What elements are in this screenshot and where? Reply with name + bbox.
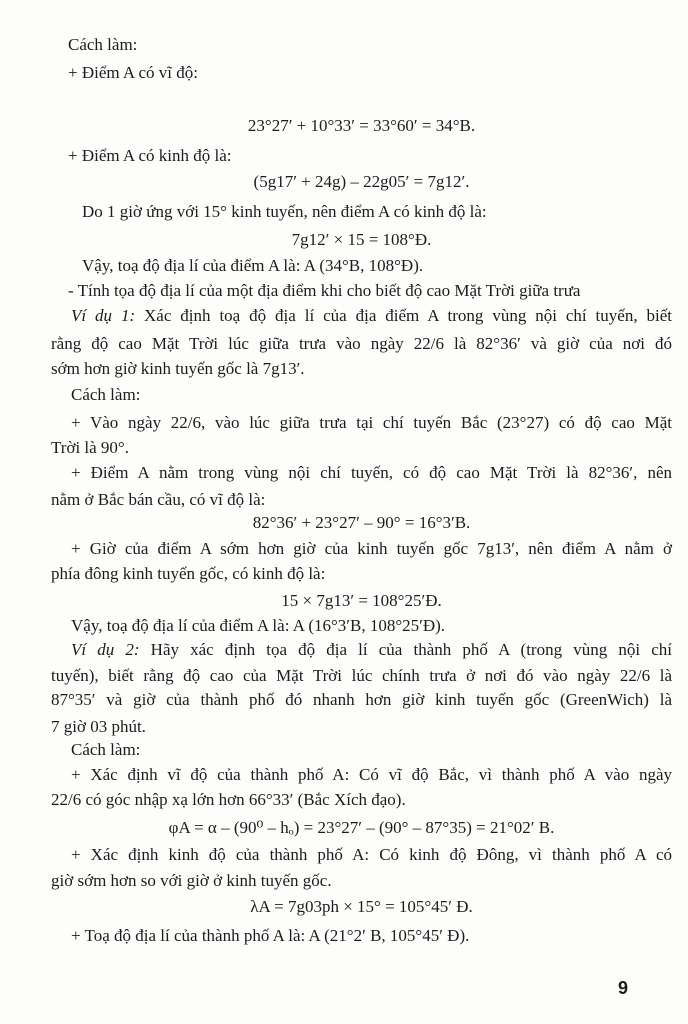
text-line: Trời là 90°. [51, 438, 129, 457]
text-span: Xác định toạ độ địa lí của địa điểm A trong vùng nội chí tuyến, biết [135, 306, 672, 325]
text-line: phía đông kinh tuyến gốc, có kinh độ là: [51, 564, 326, 583]
text-line: rằng độ cao Mặt Trời lúc giữa trưa vào ngày 22/6 là 82°36′ và giờ của nơi đó [51, 334, 672, 353]
text-line: Vậy, toạ độ địa lí của điểm A là: A (16°3′B, 108°25′Đ). [71, 616, 446, 635]
text-line: nằm ở Bắc bán cầu, có vĩ độ là: [51, 490, 266, 509]
equation: (5g17′ + 24g) – 22g05′ = 7g12′. [253, 172, 470, 191]
example-1-line [71, 305, 672, 327]
text-line: + Giờ của điểm A sớm hơn giờ của kinh tuyến gốc 7g13′, nên điểm A nằm ở [71, 539, 672, 558]
text-line: sớm hơn giờ kinh tuyến gốc là 7g13′. [51, 359, 305, 378]
heading-method: Cách làm: [71, 385, 141, 404]
text-line: + Xác định vĩ độ của thành phố A: Có vĩ độ Bắc, vì thành phố A vào ngày [71, 765, 672, 784]
text-line: giờ sớm hơn so với giờ ở kinh tuyến gốc. [51, 871, 332, 890]
text-line: 87°35′ và giờ của thành phố đó nhanh hơn giờ kinh tuyến gốc (GreenWich) là [51, 690, 672, 709]
section-heading: - Tính tọa độ địa lí của một địa điểm khi cho biết độ cao Mặt Trời giữa trưa [68, 281, 581, 300]
text-line: tuyến), biết rằng độ cao của Mặt Trời lúc chính trưa ở nơi đó vào ngày 22/6 là [51, 666, 672, 685]
text-span: Hãy xác định tọa độ địa lí của thành phố A (trong vùng nội chí [139, 640, 672, 659]
example-2-label: Ví dụ 2: [71, 640, 140, 659]
text-line: 7 giờ 03 phút. [51, 717, 146, 736]
equation: φA = α – (90⁰ – hₒ) = 23°27′ – (90° – 87°35) = 21°02′ B. [168, 818, 555, 837]
text-line: + Điểm A có vĩ độ: [68, 63, 198, 82]
equation: λA = 7g03ph × 15° = 105°45′ Đ. [250, 897, 473, 916]
equation: 15 × 7g13′ = 108°25′Đ. [281, 591, 442, 610]
text-line: + Điểm A có kinh độ là: [68, 146, 232, 165]
text-line: + Vào ngày 22/6, vào lúc giữa trưa tại chí tuyến Bắc (23°27) có độ cao Mặt [71, 413, 672, 432]
text-line: 22/6 có góc nhập xạ lớn hơn 66°33′ (Bắc Xích đạo). [51, 790, 406, 809]
page-number: 9 [618, 978, 629, 998]
heading-method: Cách làm: [68, 35, 138, 54]
text-line: + Điểm A nằm trong vùng nội chí tuyến, có độ cao Mặt Trời là 82°36′, nên [71, 463, 672, 482]
heading-method: Cách làm: [71, 740, 141, 759]
text-line: + Xác định kinh độ của thành phố A: Có kinh độ Đông, vì thành phố A có [71, 845, 672, 864]
text-line: Do 1 giờ ứng với 15° kinh tuyến, nên điểm A có kinh độ là: [82, 202, 487, 221]
example-1-label: Ví dụ 1: [71, 306, 136, 325]
example-2-line [71, 639, 672, 661]
text-line: + Toạ độ địa lí của thành phố A là: A (21°2′ B, 105°45′ Đ). [71, 926, 470, 945]
equation: 23°27′ + 10°33′ = 33°60′ = 34°B. [247, 116, 476, 135]
text-line: Vậy, toạ độ địa lí của điểm A là: A (34°B, 108°Đ). [82, 256, 424, 275]
equation: 7g12′ × 15 = 108°Đ. [291, 230, 432, 249]
equation: 82°36′ + 23°27′ – 90° = 16°3′B. [252, 513, 471, 532]
